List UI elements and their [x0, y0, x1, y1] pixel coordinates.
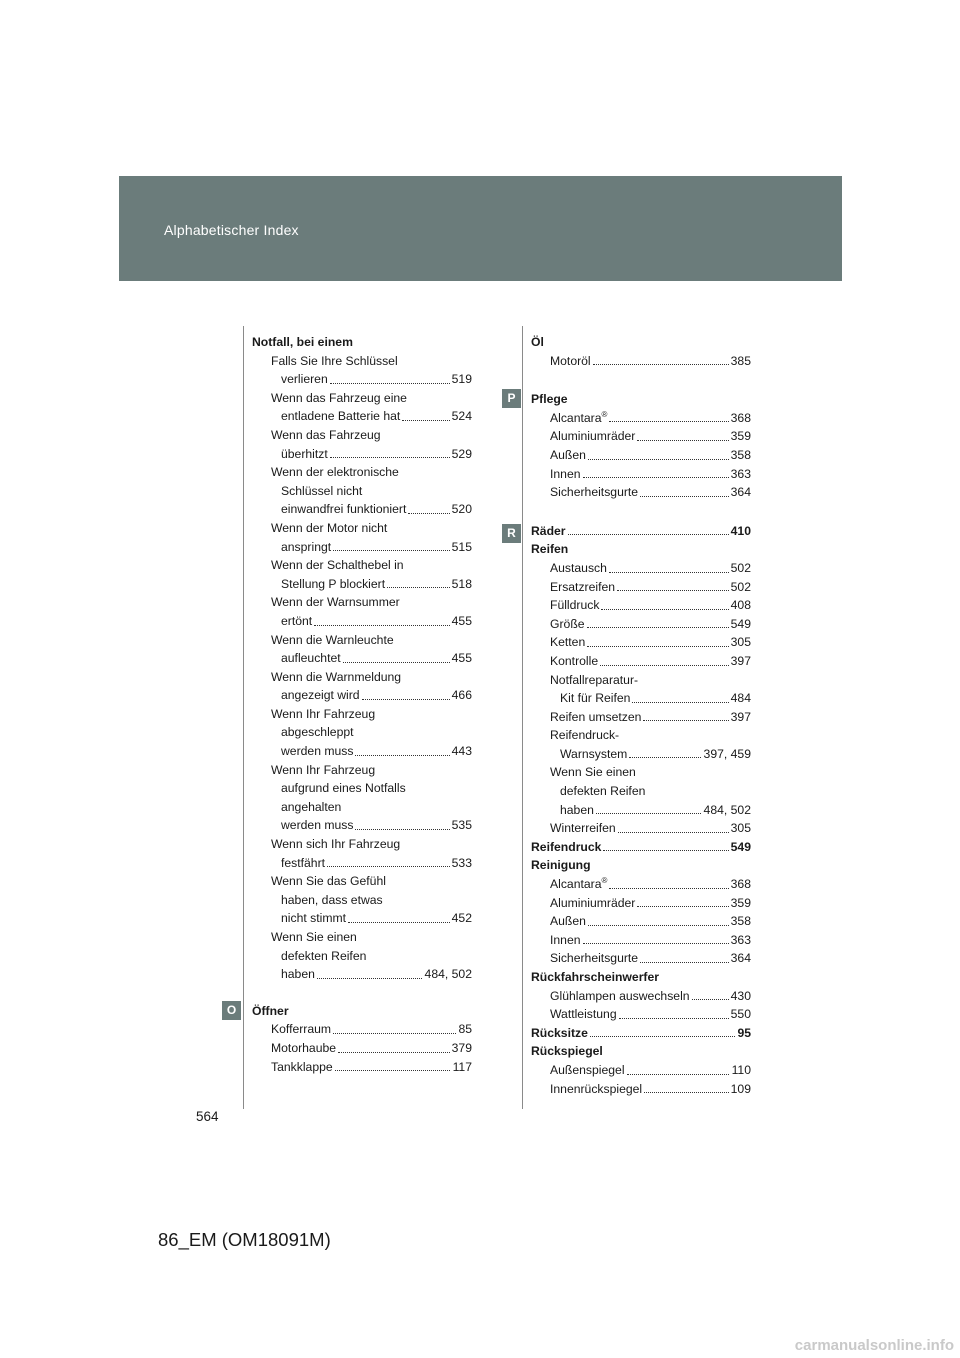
index-entry	[252, 1058, 472, 1077]
index-term: Wenn die Warnleuchte	[271, 631, 396, 650]
index-entry	[252, 909, 472, 928]
index-term: Außen	[550, 446, 588, 465]
index-entry	[531, 875, 751, 894]
index-term: Rückfahrscheinwerfer	[531, 968, 661, 987]
index-page-ref: 379	[450, 1039, 472, 1058]
index-entry	[252, 612, 472, 631]
index-term: Schlüssel nicht	[281, 482, 364, 501]
index-term: Rücksitze	[531, 1024, 590, 1043]
index-entry	[531, 782, 751, 801]
index-page-ref: 363	[729, 931, 751, 950]
index-term: Ersatzreifen	[550, 578, 617, 597]
index-entry	[252, 891, 472, 910]
index-page-ref: 520	[450, 500, 472, 519]
index-term: Reifen	[531, 540, 570, 559]
page-number: 564	[196, 1109, 219, 1124]
index-term: Öl	[531, 333, 546, 352]
index-entry	[531, 1042, 751, 1061]
index-term: Notfallreparatur-	[550, 671, 640, 690]
registered-mark: ®	[601, 875, 608, 885]
index-entry	[252, 742, 472, 761]
index-entry	[252, 631, 472, 650]
index-term: anspringt	[281, 538, 333, 557]
index-page-ref: 359	[729, 427, 751, 446]
index-term: entladene Batterie hat	[281, 407, 402, 426]
index-term: Falls Sie Ihre Schlüssel	[271, 352, 400, 371]
index-page-ref: 535	[450, 816, 472, 835]
registered-mark: ®	[601, 409, 608, 419]
index-term: Wenn die Warnmeldung	[271, 668, 403, 687]
index-entry	[252, 668, 472, 687]
index-term: Kit für Reifen	[560, 689, 632, 708]
index-entry	[531, 427, 751, 446]
index-entry	[252, 779, 472, 798]
index-entry	[252, 463, 472, 482]
index-entry	[252, 1039, 472, 1058]
index-page-ref: 397	[729, 652, 751, 671]
index-page-ref: 524	[450, 407, 472, 426]
index-entry	[531, 333, 751, 352]
index-page-ref: 455	[450, 612, 472, 631]
index-entry	[252, 686, 472, 705]
index-page-ref: 452	[450, 909, 472, 928]
index-term: Rückspiegel	[531, 1042, 605, 1061]
index-entry	[531, 949, 751, 968]
leader-dots	[587, 627, 751, 628]
index-page-ref: 363	[729, 465, 751, 484]
index-entry	[531, 483, 751, 502]
index-page-ref: 484, 502	[423, 965, 472, 984]
index-page-ref: 385	[729, 352, 751, 371]
index-term: festfährt	[281, 854, 327, 873]
leader-dots	[333, 1033, 472, 1034]
index-entry	[252, 575, 472, 594]
index-entry	[252, 1020, 472, 1039]
index-entry	[252, 872, 472, 891]
index-entry	[252, 928, 472, 947]
index-entry	[531, 1024, 751, 1043]
index-page-ref: 305	[729, 633, 751, 652]
index-term: angezeigt wird	[281, 686, 362, 705]
index-term: Außenspiegel	[550, 1061, 627, 1080]
index-term: Winterreifen	[550, 819, 618, 838]
index-page-ref: 529	[450, 445, 472, 464]
header-title: Alphabetischer Index	[164, 222, 299, 238]
index-term: Wenn der Schalthebel in	[271, 556, 406, 575]
index-entry	[531, 559, 751, 578]
index-entry	[252, 1002, 472, 1021]
section-gap	[252, 984, 472, 1002]
index-page-ref: 502	[729, 578, 751, 597]
index-entry	[252, 816, 472, 835]
index-term: Glühlampen auswechseln	[550, 987, 692, 1006]
column-divider-left	[243, 326, 244, 1109]
index-entry	[531, 968, 751, 987]
index-page-ref: 550	[729, 1005, 751, 1024]
index-entry	[531, 1005, 751, 1024]
index-term: Aluminiumräder	[550, 894, 637, 913]
section-tab-p: P	[502, 389, 521, 408]
index-entry	[252, 798, 472, 817]
index-term: Reifendruck	[531, 838, 603, 857]
index-entry	[252, 500, 472, 519]
index-term: Alcantara®	[550, 875, 609, 894]
index-page-ref: 109	[729, 1080, 751, 1099]
leader-dots	[583, 943, 751, 944]
index-term: Innen	[550, 931, 583, 950]
index-entry	[531, 446, 751, 465]
index-entry	[531, 987, 751, 1006]
index-page-ref: 549	[729, 615, 751, 634]
index-term: Sicherheitsgurte	[550, 483, 640, 502]
index-page-ref: 85	[456, 1020, 472, 1039]
index-entry	[531, 615, 751, 634]
index-entry	[531, 912, 751, 931]
index-entry	[531, 578, 751, 597]
index-term: Wenn sich Ihr Fahrzeug	[271, 835, 402, 854]
column-divider-right	[522, 326, 523, 1109]
index-page-ref: 519	[450, 370, 472, 389]
index-term: angehalten	[281, 798, 343, 817]
index-term: Sicherheitsgurte	[550, 949, 640, 968]
index-term: aufgrund eines Notfalls	[281, 779, 408, 798]
index-term: Wenn das Fahrzeug	[271, 426, 383, 445]
index-page-ref: 466	[450, 686, 472, 705]
index-entry	[531, 838, 751, 857]
index-term: abgeschleppt	[281, 723, 356, 742]
index-entry	[252, 445, 472, 464]
index-entry	[531, 1080, 751, 1099]
index-term: ertönt	[281, 612, 314, 631]
index-entry	[531, 689, 751, 708]
index-entry	[252, 649, 472, 668]
index-term: verlieren	[281, 370, 330, 389]
index-entry	[252, 426, 472, 445]
index-entry	[531, 931, 751, 950]
index-page-ref: 430	[729, 987, 751, 1006]
leader-dots	[590, 1036, 751, 1037]
index-term: Alcantara®	[550, 409, 609, 428]
index-term: Kofferraum	[271, 1020, 333, 1039]
index-term: haben	[560, 801, 596, 820]
index-page-ref: 110	[730, 1061, 751, 1080]
leader-dots	[588, 459, 751, 460]
index-page-ref: 364	[729, 483, 751, 502]
index-entry	[252, 538, 472, 557]
index-entry	[252, 947, 472, 966]
index-page-ref: 358	[729, 912, 751, 931]
section-tab-r: R	[502, 524, 521, 543]
index-page-ref: 443	[450, 742, 472, 761]
index-term: nicht stimmt	[281, 909, 348, 928]
index-entry	[531, 352, 751, 371]
index-column-right	[531, 333, 751, 1098]
index-term: Wenn das Fahrzeug eine	[271, 389, 409, 408]
index-entry	[252, 965, 472, 984]
index-term: Größe	[550, 615, 587, 634]
index-term: Räder	[531, 522, 568, 541]
index-page-ref: 549	[729, 838, 751, 857]
index-entry	[252, 761, 472, 780]
index-term: Wenn Ihr Fahrzeug	[271, 705, 377, 724]
index-term: Wenn Ihr Fahrzeug	[271, 761, 377, 780]
index-term: Wenn Sie einen	[271, 928, 359, 947]
index-term: defekten Reifen	[560, 782, 647, 801]
index-term: Innenrückspiegel	[550, 1080, 644, 1099]
index-entry	[252, 519, 472, 538]
index-entry	[531, 1061, 751, 1080]
index-term: Stellung P blockiert	[281, 575, 387, 594]
index-term: Austausch	[550, 559, 609, 578]
index-page-ref: 484	[729, 689, 751, 708]
watermark: carmanualsonline.info	[794, 1337, 954, 1354]
index-entry	[531, 801, 751, 820]
index-term: Wattleistung	[550, 1005, 619, 1024]
index-term: Innen	[550, 465, 583, 484]
index-entry	[252, 389, 472, 408]
index-term: werden muss	[281, 742, 355, 761]
index-entry	[531, 856, 751, 875]
index-term: Pflege	[531, 390, 570, 409]
index-entry	[531, 763, 751, 782]
index-term: einwandfrei funktioniert	[281, 500, 408, 519]
index-entry	[531, 894, 751, 913]
index-entry	[531, 522, 751, 541]
index-entry	[531, 726, 751, 745]
index-term: Wenn der Warnsummer	[271, 593, 402, 612]
index-entry	[252, 593, 472, 612]
leader-dots	[314, 625, 472, 626]
index-page-ref: 502	[729, 559, 751, 578]
index-entry	[531, 819, 751, 838]
index-entry	[252, 407, 472, 426]
index-entry	[531, 708, 751, 727]
index-page-ref: 518	[450, 575, 472, 594]
index-page-ref: 305	[729, 819, 751, 838]
index-term: Kontrolle	[550, 652, 600, 671]
index-page-ref: 359	[729, 894, 751, 913]
index-page-ref: 484, 502	[702, 801, 751, 820]
index-term: Tankklappe	[271, 1058, 335, 1077]
index-entry	[252, 854, 472, 873]
index-term: aufleuchtet	[281, 649, 343, 668]
index-entry	[531, 745, 751, 764]
page-header	[119, 176, 842, 281]
index-page-ref: 408	[729, 596, 751, 615]
index-term: Motorhaube	[271, 1039, 338, 1058]
index-term: Wenn der Motor nicht	[271, 519, 389, 538]
index-term: Notfall, bei einem	[252, 333, 355, 352]
index-term: haben, dass etwas	[281, 891, 385, 910]
index-page-ref: 95	[735, 1024, 751, 1043]
index-entry	[531, 409, 751, 428]
index-term: Ketten	[550, 633, 587, 652]
index-entry	[252, 370, 472, 389]
index-entry	[252, 705, 472, 724]
index-entry	[531, 652, 751, 671]
index-entry	[252, 723, 472, 742]
index-term: Reifen umsetzen	[550, 708, 643, 727]
section-gap	[531, 502, 751, 522]
leader-dots	[568, 534, 751, 535]
leader-dots	[593, 364, 751, 365]
index-page-ref: 364	[729, 949, 751, 968]
index-term: Wenn Sie einen	[550, 763, 638, 782]
index-entry	[531, 633, 751, 652]
index-entry	[252, 482, 472, 501]
index-entry	[252, 835, 472, 854]
leader-dots	[583, 477, 751, 478]
section-gap	[531, 370, 751, 390]
index-term: haben	[281, 965, 317, 984]
index-term: Motoröl	[550, 352, 593, 371]
index-term: defekten Reifen	[281, 947, 368, 966]
index-page-ref: 368	[729, 409, 751, 428]
index-term: Wenn der elektronische	[271, 463, 401, 482]
index-entry	[531, 540, 751, 559]
index-column-left	[252, 333, 472, 1076]
index-term: Wenn Sie das Gefühl	[271, 872, 388, 891]
index-entry	[252, 556, 472, 575]
index-page-ref: 410	[729, 522, 751, 541]
index-page-ref: 515	[450, 538, 472, 557]
index-term: überhitzt	[281, 445, 330, 464]
index-page-ref: 358	[729, 446, 751, 465]
index-page-ref: 368	[729, 875, 751, 894]
leader-dots	[588, 925, 751, 926]
index-entry	[531, 390, 751, 409]
leader-dots	[587, 646, 751, 647]
section-tab-o: O	[222, 1001, 241, 1020]
index-page-ref: 397	[729, 708, 751, 727]
index-term: Außen	[550, 912, 588, 931]
index-term: werden muss	[281, 816, 355, 835]
index-page-ref: 455	[450, 649, 472, 668]
index-term: Warnsystem	[560, 745, 629, 764]
index-entry	[252, 333, 472, 352]
index-entry	[531, 671, 751, 690]
index-term: Reinigung	[531, 856, 593, 875]
index-entry	[531, 465, 751, 484]
index-term: Aluminiumräder	[550, 427, 637, 446]
index-term: Fülldruck	[550, 596, 601, 615]
index-term: Öffner	[252, 1002, 291, 1021]
index-entry	[252, 352, 472, 371]
index-entry	[531, 596, 751, 615]
document-code: 86_EM (OM18091M)	[158, 1229, 331, 1250]
index-page-ref: 533	[450, 854, 472, 873]
index-page-ref: 117	[451, 1058, 472, 1077]
index-page-ref: 397, 459	[702, 745, 751, 764]
index-term: Reifendruck-	[550, 726, 621, 745]
